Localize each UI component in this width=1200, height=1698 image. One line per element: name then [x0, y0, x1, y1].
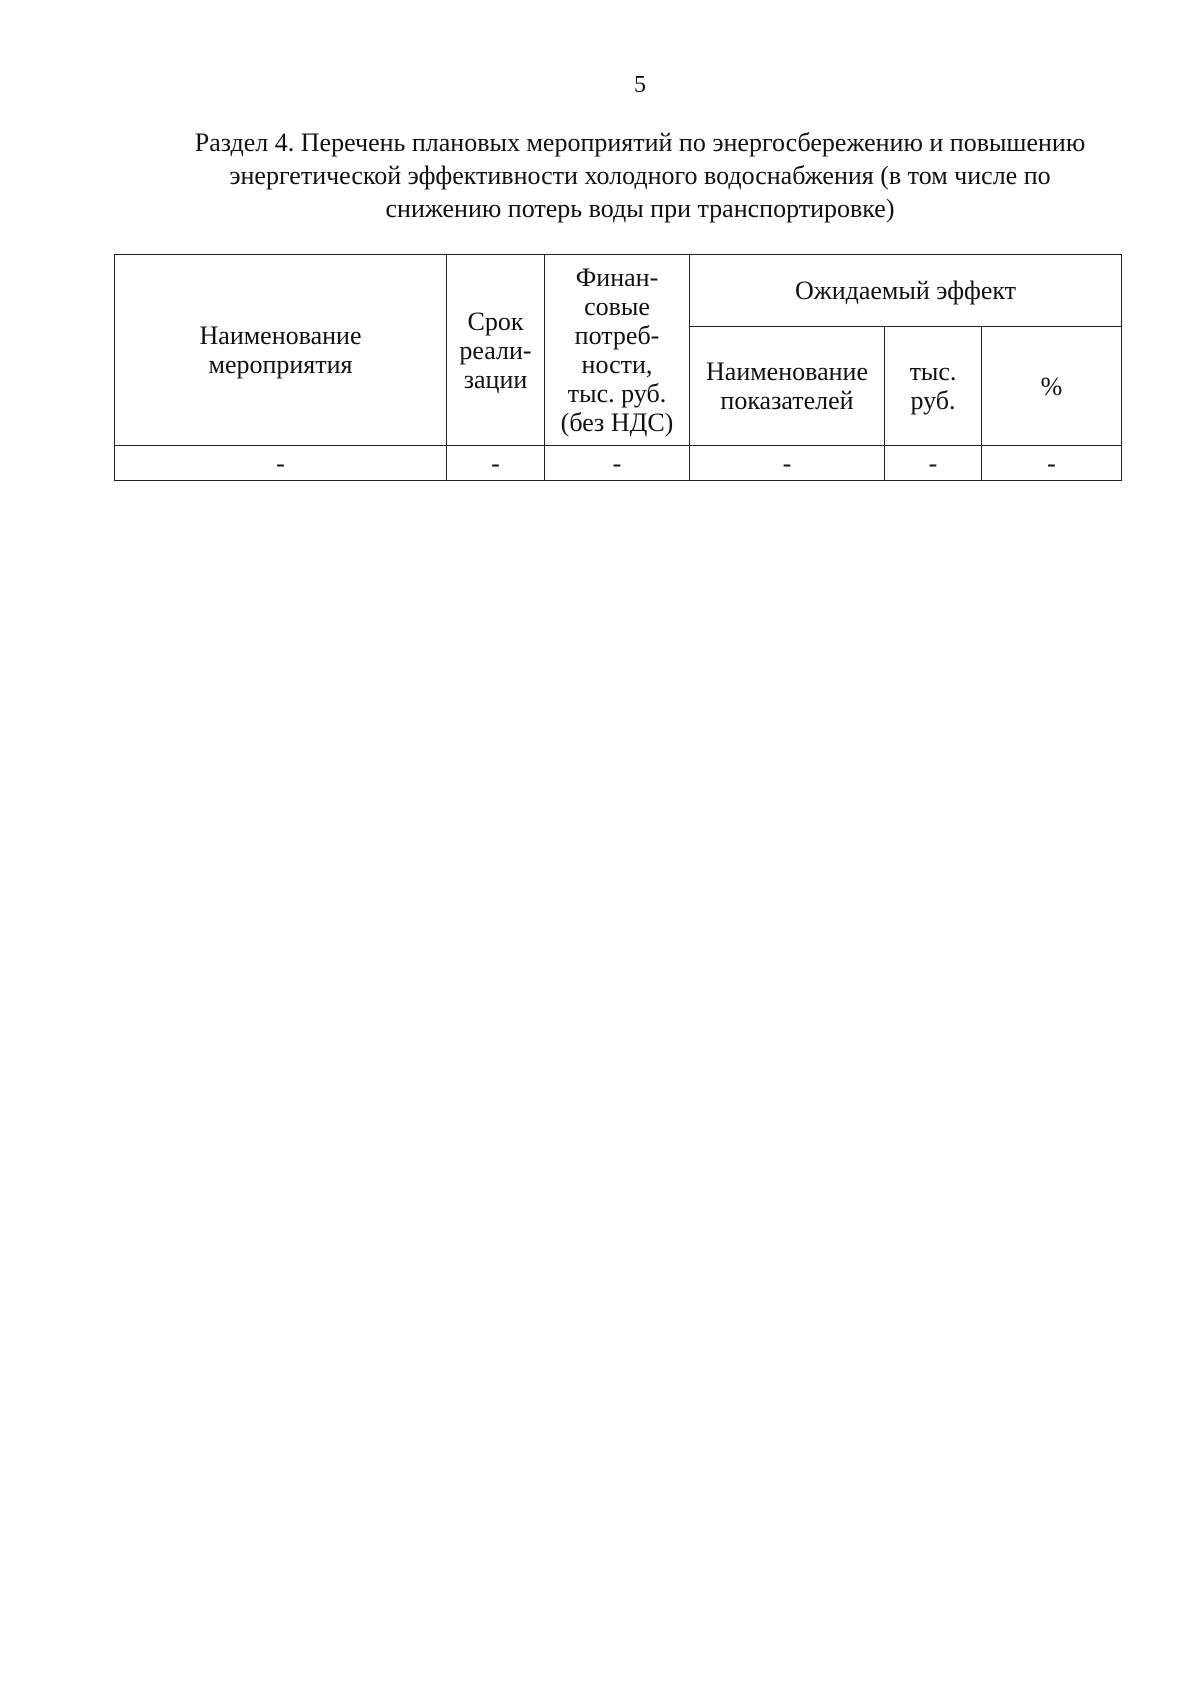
header-indicator-name: Наименование показателей: [690, 327, 885, 446]
table-cell: -: [545, 446, 690, 481]
table-cell: -: [447, 446, 545, 481]
header-thousand-rub: тыс. руб.: [885, 327, 982, 446]
table-cell: -: [115, 446, 447, 481]
section-title-line: Раздел 4. Перечень плановых мероприятий по энергосбережению и повышению: [194, 128, 1086, 157]
header-percent: %: [982, 327, 1122, 446]
header-financial-needs: Финан- совые потреб- ности, тыс. руб. (без НДС): [545, 255, 690, 446]
table-header-row: [115, 255, 1122, 327]
table-cell: -: [690, 446, 885, 481]
header-expected-effect: Ожидаемый эффект: [690, 255, 1122, 327]
page-number: 5: [634, 72, 646, 98]
table-row: [115, 446, 1122, 481]
header-activity-name: Наименование мероприятия: [115, 255, 447, 446]
table-cell: -: [885, 446, 982, 481]
table-cell: -: [982, 446, 1122, 481]
section-title-line: снижению потерь воды при транспортировке): [385, 194, 895, 223]
section-title: [150, 126, 1130, 225]
planned-measures-table: [114, 254, 1122, 481]
section-title-line: энергетической эффективности холодного водоснабжения (в том числе по: [229, 161, 1051, 190]
header-implementation-period: Срок реали- зации: [447, 255, 545, 446]
